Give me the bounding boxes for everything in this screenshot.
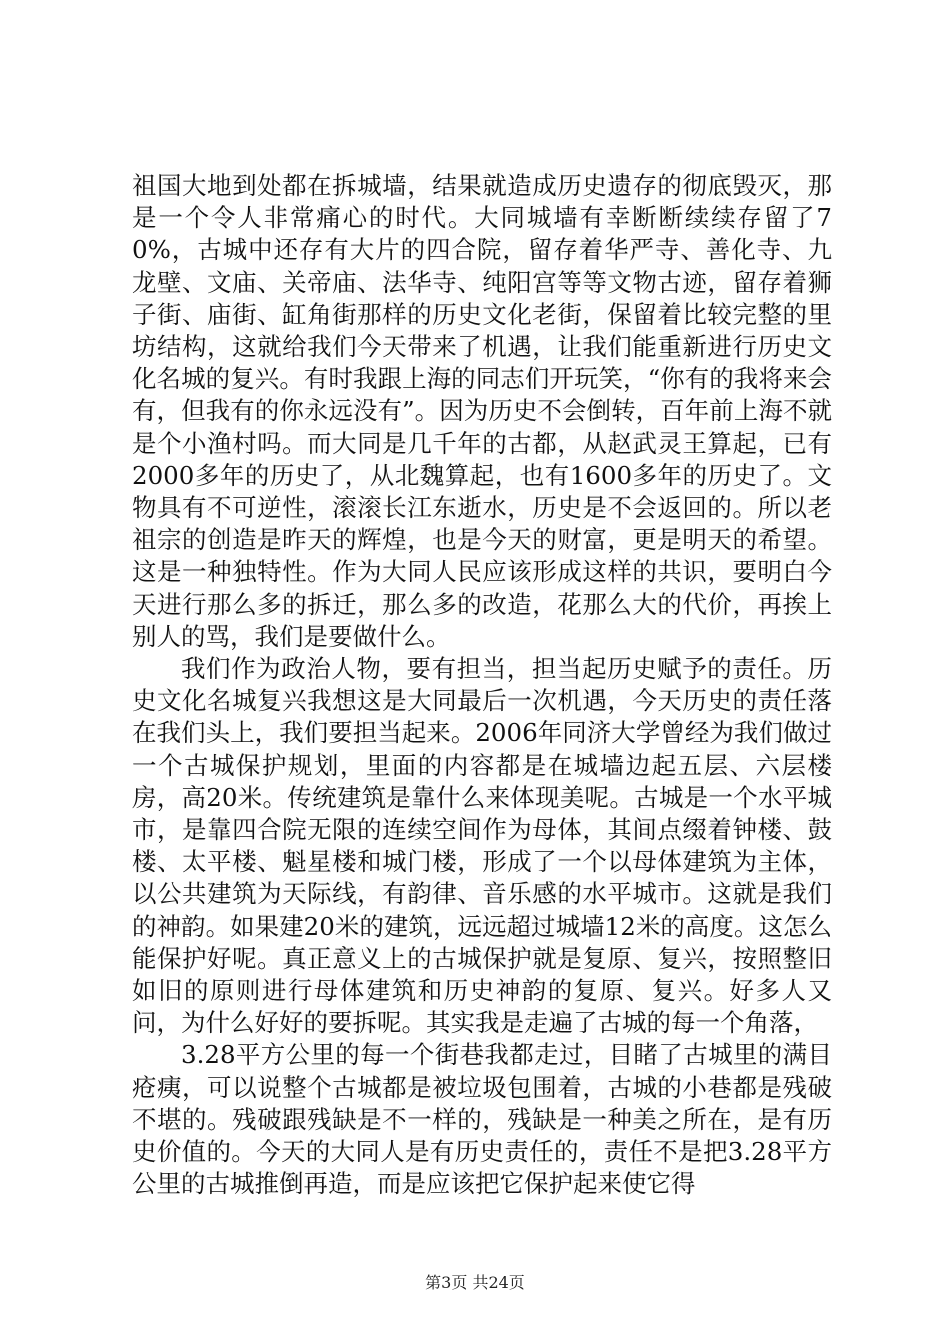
paragraph-1: 祖国大地到处都在拆城墙，结果就造成历史遗存的彻底毁灭，那是一个令人非常痛心的时代。大同城墙有幸断断续续存留了70%，古城中还存有大片的四合院，留存着华严寺、善化寺、九龙壁、文庙、关帝庙、法华寺、纯阳宫等等文物古迹，留存着狮子街、庙街、缸角街那样的历史文化老街，保留着比较完整的里坊结构，这就给我们今天带来了机遇，让我们能重新进行历史文化名城的复兴。有时我跟上海的同志们开玩笑，“你有的我将来会有，但我有的你永远没有”。因为历史不会倒转，百年前上海不就是个小渔村吗。而大同是几千年的古都，从赵武灵王算起，已有2000多年的历史了，从北魏算起，也有1600多年的历史了。文物具有不可逆性，滚滚长江东逝水，历史是不会返回的。所以老祖宗的创造是昨天的辉煌，也是今天的财富，更是明天的希望。这是一种独特性。作为大同人民应该形成这样的共识，要明白今天进行那么多的拆迁，那么多的改造，花那么大的代价，再挨上别人的骂，我们是要做什么。 <box>132 171 832 651</box>
body-text <box>132 170 832 1201</box>
page-footer: 第3页 共24页 <box>425 1273 525 1292</box>
paragraph-3: 3.28平方公里的每一个街巷我都走过，目睹了古城里的满目疮痍，可以说整个古城都是被垃圾包围着，古城的小巷都是残破不堪的。残破跟残缺是不一样的，残缺是一种美之所在，是有历史价值的。今天的大同人是有历史责任的，责任不是把3.28平方公里的古城推倒再造，而是应该把它保护起来使它得 <box>132 1040 832 1199</box>
paragraph-2: 我们作为政治人物，要有担当，担当起历史赋予的责任。历史文化名城复兴我想这是大同最后一次机遇，今天历史的责任落在我们头上，我们要担当起来。2006年同济大学曾经为我们做过一个古城保护规划，里面的内容都是在城墙边起五层、六层楼房，高20米。传统建筑是靠什么来体现美呢。古城是一个水平城市，是靠四合院无限的连续空间作为母体，其间点缀着钟楼、鼓楼、太平楼、魁星楼和城门楼，形成了一个以母体建筑为主体，以公共建筑为天际线，有韵律、音乐感的水平城市。这就是我们的神韵。如果建20米的建筑，远远超过城墙12米的高度。这怎么能保护好呢。真正意义上的古城保护就是复原、复兴，按照整旧如旧的原则进行母体建筑和历史神韵的复原、复兴。好多人又问，为什么好好的要拆呢。其实我是走遍了古城的每一个角落， <box>132 654 832 1038</box>
